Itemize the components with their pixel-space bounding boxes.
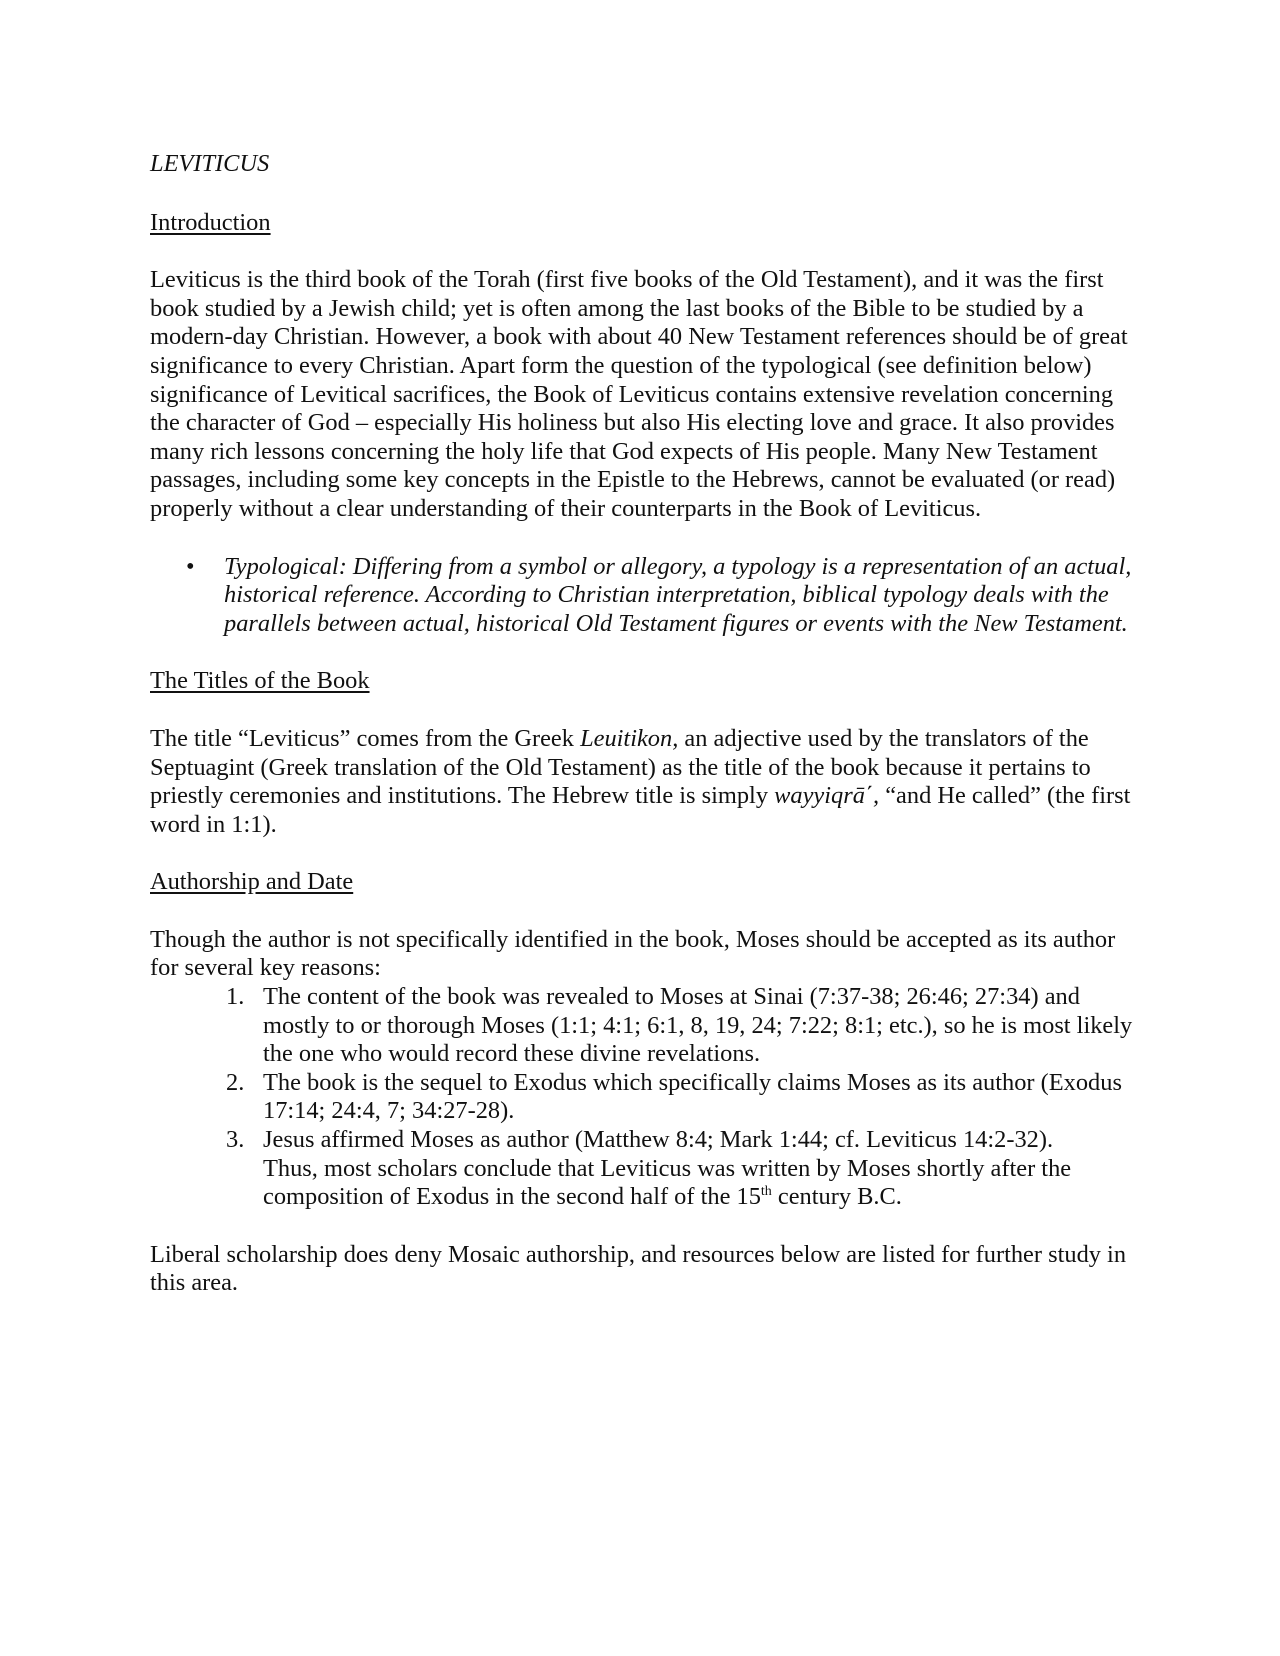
list-item-number: 1. [226,983,245,1011]
authorship-reasons-list [150,983,1140,1212]
list-item-number: 2. [226,1068,245,1096]
titles-text-1: The title “Leviticus” comes from the Greek [150,724,581,752]
document-title: LEVITICUS [150,150,270,177]
hebrew-term: wayyiqrā΄, [774,782,880,810]
list-item-text: The book is the sequel to Exodus which specifically claims Moses as its author (Exodus 17:14; 24:4, 7; 34:27-28). [263,1068,1122,1125]
typological-definition-text: Typological: Differing from a symbol or allegory, a typology is a representation of an actual, historical reference. According to Christian interpretation, biblical typology deals with the parallels between actual, historical Old Testament figures or events with the New Testament. [224,552,1132,637]
list-item [150,983,1140,1069]
bullet-icon: • [186,552,195,580]
conclusion-text-2: century B.C. [771,1183,902,1211]
titles-paragraph [150,725,1140,839]
section-heading-titles: The Titles of the Book [150,667,370,695]
titles-text-2: an adjective used by the translators of the Septuagint (Greek translation of the Old Testament) as the title of the book because it pertains to priestly ceremonies and institutions. The Hebrew title is simply [150,724,1091,810]
greek-term: Leuitikon, [580,724,679,752]
section-heading-introduction: Introduction [150,208,271,236]
list-item-text: The content of the book was revealed to Moses at Sinai (7:37-38; 26:46; 27:34) and mostly to or thorough Moses (1:1; 4:1; 6:1, 8, 19, 24; 7:22; 8:1; etc.), so he is most likely the one who would record these divine revelations. [263,983,1133,1068]
list-item [150,1126,1140,1212]
typological-definition-bullet [150,553,1140,639]
list-item-text: Jesus affirmed Moses as author (Matthew 8:4; Mark 1:44; cf. Leviticus 14:2-32). [263,1126,1054,1154]
conclusion-text-1: Thus, most scholars conclude that Leviticus was written by Moses shortly after the composition of Exodus in the second half of the 15 [263,1154,1072,1211]
titles-text-3: “and He called” (the first word in 1:1). [150,782,1131,838]
closing-paragraph: Liberal scholarship does deny Mosaic authorship, and resources below are listed for further study in this area. [150,1240,1127,1297]
list-item [150,1069,1140,1126]
authorship-intro: Though the author is not specifically identified in the book, Moses should be accepted as its author for several key reasons: [150,925,1116,982]
document-page [150,150,1140,1298]
section-heading-authorship: Authorship and Date [150,868,354,896]
ordinal-superscript: th [760,1184,772,1200]
introduction-paragraph: Leviticus is the third book of the Torah (first five books of the Old Testament), and it was the first book studied by a Jewish child; yet is often among the last books of the Bible to be studied by a modern-day Christian. However, a book with about 40 New Testament references should be of great significance to every Christian. Apart form the question of the typological (see definition below) significance of Levitical sacrifices, the Book of Leviticus contains extensive revelation concerning the character of God – especially His holiness but also His electing love and grace. It also provides many rich lessons concerning the holy life that God expects of His people. Many New Testament passages, including some key concepts in the Epistle to the Hebrews, cannot be evaluated (or read) properly without a clear understanding of their counterparts in the Book of Leviticus. [150,266,1128,522]
list-item-number: 3. [226,1126,245,1154]
